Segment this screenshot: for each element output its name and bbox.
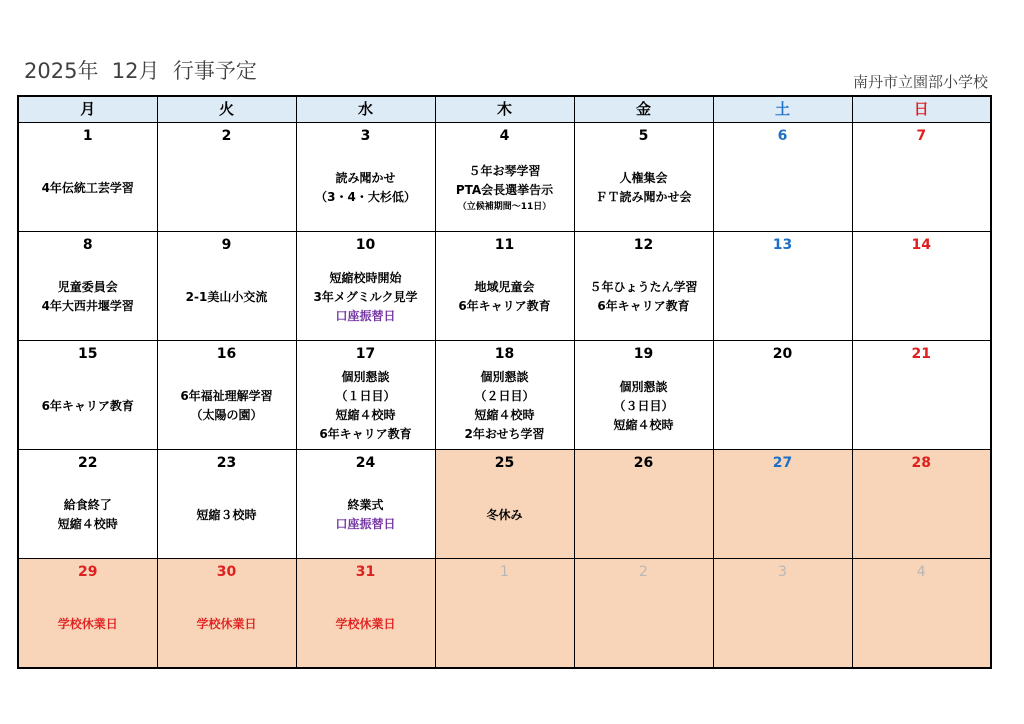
event-list [575, 149, 713, 227]
event-list [575, 367, 713, 445]
weekday-saturday: 土 [713, 96, 852, 123]
event-item: 個別懇談 [480, 370, 529, 384]
day-cell [435, 559, 574, 669]
day-number: 2 [639, 564, 648, 580]
day-cell [157, 123, 296, 232]
day-cell [18, 123, 157, 232]
event-list [297, 476, 435, 554]
day-number: 19 [633, 346, 654, 362]
day-cell [296, 559, 435, 669]
day-cell [296, 232, 435, 341]
day-cell [435, 450, 574, 559]
day-cell [435, 123, 574, 232]
event-list [297, 258, 435, 336]
day-number: 29 [78, 564, 98, 580]
event-item: PTA会長選挙告示 [455, 182, 554, 197]
event-item: 2年おせち学習 [464, 427, 545, 441]
day-number: 26 [633, 455, 654, 471]
event-list [158, 476, 296, 554]
event-list [575, 585, 713, 663]
event-item: 短縮４校時 [474, 408, 535, 422]
event-item: 学校休業日 [335, 616, 396, 631]
day-number: 28 [911, 455, 931, 471]
event-list [158, 258, 296, 336]
event-item: （立候補期間～11日） [457, 201, 552, 212]
day-cell [574, 341, 713, 450]
day-number: 18 [494, 346, 515, 362]
event-item: 短縮４校時 [57, 517, 118, 531]
event-item: 地域児童会 [474, 280, 535, 294]
day-cell [157, 559, 296, 669]
day-cell [157, 232, 296, 341]
weekday-sunday: 日 [852, 96, 991, 123]
event-list [19, 258, 157, 336]
day-cell [574, 232, 713, 341]
event-list [436, 367, 574, 445]
weekday-monday: 月 [18, 96, 157, 123]
event-item: 個別懇談 [619, 379, 668, 394]
day-cell [574, 450, 713, 559]
day-cell [18, 232, 157, 341]
event-item: （３日目） [613, 398, 674, 413]
day-cell [713, 559, 852, 669]
day-number: 31 [355, 564, 376, 580]
event-list [853, 367, 991, 445]
event-list [436, 258, 574, 336]
event-item: 短縮４校時 [613, 417, 674, 432]
event-list [19, 585, 157, 663]
day-number: 3 [360, 128, 371, 144]
event-list [575, 258, 713, 336]
event-item: 3年メグミルク見学 [313, 289, 418, 304]
event-list [158, 585, 296, 663]
event-list [853, 476, 991, 554]
event-list [853, 258, 991, 336]
event-list [297, 585, 435, 663]
weekday-tuesday: 火 [157, 96, 296, 123]
event-item: 6年キャリア教育 [597, 299, 690, 313]
event-item: 口座振替日 [335, 517, 396, 531]
day-cell [713, 341, 852, 450]
event-item: ５年ひょうたん学習 [589, 280, 698, 294]
weekday-thursday: 木 [435, 96, 574, 123]
calendar-body [18, 123, 991, 669]
event-list [714, 367, 852, 445]
event-list [853, 149, 991, 227]
event-item: 短縮３校時 [196, 507, 257, 522]
event-item: 短縮校時開始 [329, 270, 402, 285]
event-list [19, 476, 157, 554]
day-number: 11 [494, 237, 515, 253]
event-item: 児童委員会 [57, 280, 118, 294]
day-number: 1 [82, 128, 93, 144]
day-number: 12 [633, 237, 654, 253]
event-item: 口座振替日 [335, 308, 396, 323]
day-cell [18, 559, 157, 669]
weekday-header-row [18, 96, 991, 123]
day-cell [296, 450, 435, 559]
day-number: 2 [221, 128, 232, 144]
day-cell [18, 450, 157, 559]
day-cell [713, 450, 852, 559]
event-list [714, 149, 852, 227]
event-list [853, 585, 991, 663]
calendar-week-row [18, 341, 991, 450]
day-cell [852, 450, 991, 559]
day-number: 23 [216, 455, 237, 471]
day-number: 16 [216, 346, 237, 362]
day-number: 10 [355, 237, 376, 253]
event-list [158, 149, 296, 227]
day-number: 22 [78, 455, 98, 471]
event-item: 6年キャリア教育 [319, 427, 412, 441]
event-item: 読み聞かせ [335, 171, 396, 185]
event-item: ５年お琴学習 [468, 163, 541, 178]
day-number: 20 [772, 346, 793, 362]
day-number: 7 [916, 128, 927, 144]
event-list [19, 367, 157, 445]
event-item: 4年大西井堰学習 [41, 299, 134, 313]
day-cell [296, 341, 435, 450]
event-list [19, 149, 157, 227]
event-item: 学校休業日 [57, 616, 118, 631]
event-item: 給食終了 [63, 498, 112, 512]
day-number: 6 [777, 128, 788, 144]
event-item: 学校休業日 [196, 616, 257, 631]
day-number: 13 [772, 237, 793, 253]
event-item: 冬休み [486, 507, 523, 522]
event-list [158, 367, 296, 445]
day-cell [852, 123, 991, 232]
day-cell [157, 341, 296, 450]
day-number: 4 [916, 564, 926, 580]
day-number: 5 [638, 128, 649, 144]
day-number: 8 [82, 237, 93, 253]
day-number: 15 [78, 346, 98, 362]
calendar-week-row [18, 559, 991, 669]
weekday-friday: 金 [574, 96, 713, 123]
school-name: 南丹市立園部小学校 [852, 73, 988, 91]
day-number: 30 [216, 564, 237, 580]
day-cell [713, 232, 852, 341]
day-number: 21 [911, 346, 931, 362]
day-cell [852, 232, 991, 341]
day-number: 14 [911, 237, 931, 253]
day-cell [713, 123, 852, 232]
event-list [714, 476, 852, 554]
event-item: （太陽の園） [190, 408, 263, 422]
event-list [297, 367, 435, 445]
event-item: （１日目） [335, 389, 396, 403]
weekday-wednesday: 水 [296, 96, 435, 123]
calendar-week-row [18, 123, 991, 232]
event-list [714, 585, 852, 663]
day-cell [435, 341, 574, 450]
day-number: 9 [221, 237, 232, 253]
event-item: ＦＴ読み聞かせ会 [595, 190, 692, 204]
calendar-week-row [18, 450, 991, 559]
day-number: 1 [500, 564, 509, 580]
event-item: 個別懇談 [341, 370, 390, 384]
day-cell [18, 341, 157, 450]
event-item: 短縮４校時 [335, 408, 396, 422]
event-item: （２日目） [474, 389, 535, 403]
day-number: 24 [355, 455, 376, 471]
event-item: 6年福祉理解学習 [180, 389, 273, 403]
event-item: （3・4・大杉低） [315, 190, 416, 204]
day-number: 4 [499, 128, 510, 144]
event-item: 2-1美山小交流 [185, 289, 268, 304]
day-cell [574, 559, 713, 669]
event-list [575, 476, 713, 554]
event-item: 終業式 [347, 498, 384, 512]
day-number: 27 [772, 455, 793, 471]
day-number: 25 [494, 455, 515, 471]
day-number: 3 [778, 564, 787, 580]
event-list [436, 476, 574, 554]
day-cell [852, 341, 991, 450]
event-item: 6年キャリア教育 [458, 299, 551, 313]
event-item: 4年伝統工芸学習 [41, 180, 134, 195]
calendar-table [17, 95, 992, 669]
day-cell [435, 232, 574, 341]
day-cell [574, 123, 713, 232]
page-title: 2025年 12月 行事予定 [24, 59, 257, 83]
event-list [436, 585, 574, 663]
day-cell [852, 559, 991, 669]
event-list [297, 149, 435, 227]
event-item: 人権集会 [619, 171, 668, 185]
calendar-week-row [18, 232, 991, 341]
event-list [714, 258, 852, 336]
event-list [436, 149, 574, 227]
day-number: 17 [355, 346, 376, 362]
day-cell [296, 123, 435, 232]
day-cell [157, 450, 296, 559]
event-item: 6年キャリア教育 [41, 398, 134, 413]
